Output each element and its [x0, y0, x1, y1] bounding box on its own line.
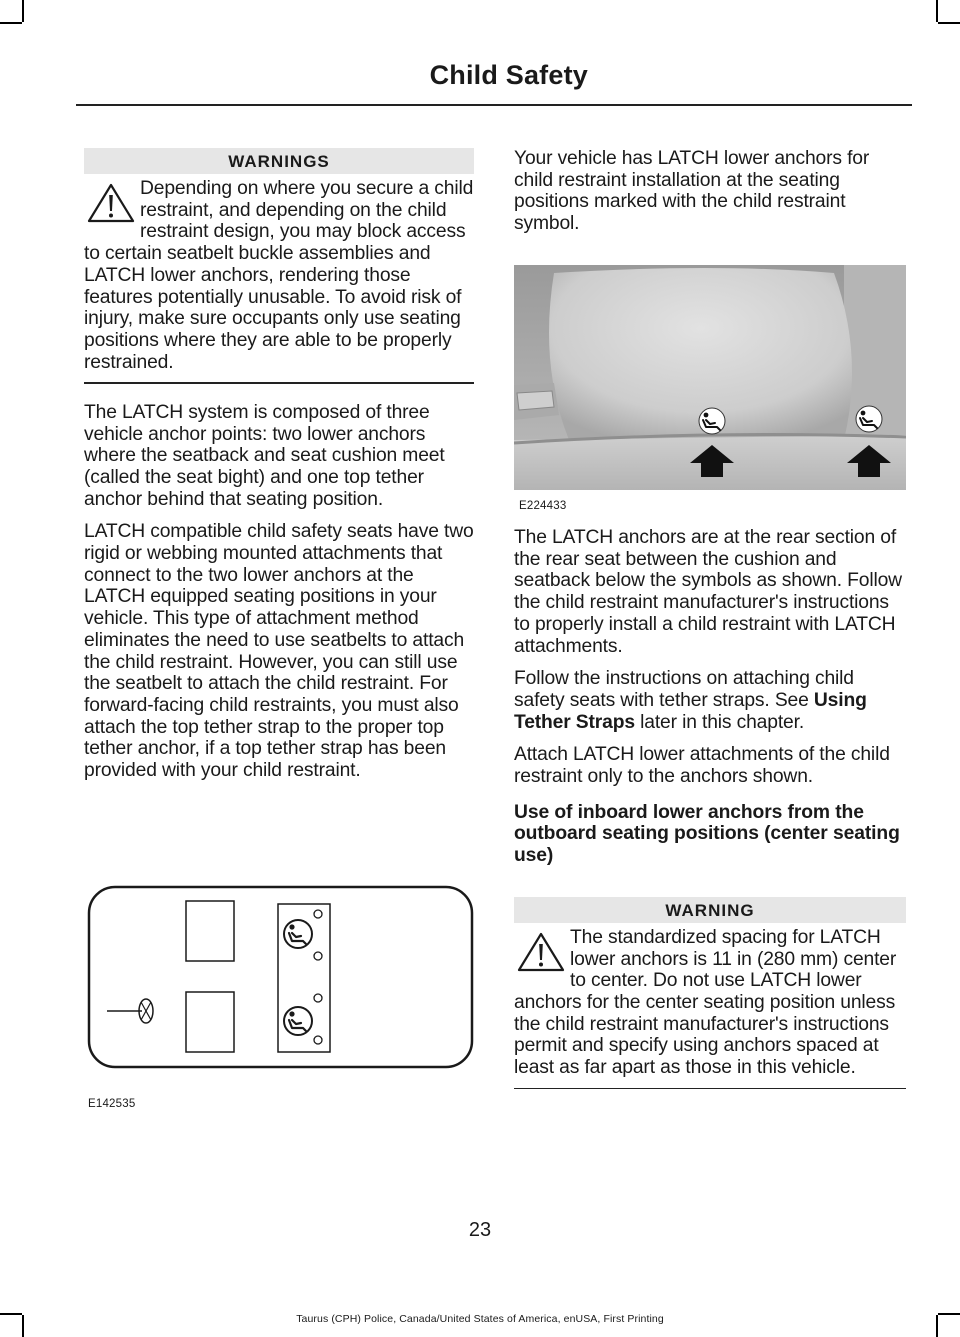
warnings-box	[84, 178, 474, 373]
warning-triangle-icon	[516, 931, 566, 973]
page-number: 23	[468, 1219, 492, 1241]
attach-latch-paragraph: Attach LATCH lower attachments of the child restraint only to the anchors shown.	[514, 744, 890, 788]
child-seat-symbol-icon	[284, 920, 312, 948]
warning-triangle-icon	[86, 182, 136, 224]
figure-label-e224433: E224433	[519, 500, 567, 512]
right-column-lower	[514, 527, 906, 1107]
warning-heading: WARNING	[514, 897, 906, 923]
warning-box	[514, 927, 906, 1079]
warning-end-rule	[514, 1088, 906, 1090]
publication-footer: Taurus (CPH) Police, Canada/United States of America, enUSA, First Printing	[296, 1313, 664, 1325]
center-seating-subheading: Use of inboard lower anchors from the outboard seating positions (center seating use)	[514, 801, 900, 867]
rear-seat-illustration	[514, 255, 906, 495]
tether-straps-paragraph	[514, 668, 906, 733]
using-tether-straps-link[interactable]: Using Tether Straps	[514, 689, 867, 733]
tether-text-before: Follow the instructions on attaching child safety seats with tether straps. See	[514, 668, 854, 711]
warnings-heading: WARNINGS	[84, 148, 474, 174]
warnings-end-rule	[84, 382, 474, 384]
header-rule	[76, 104, 912, 106]
chapter-title: Child Safety	[429, 60, 588, 90]
latch-diagram-figure	[86, 884, 476, 1072]
child-seat-symbol-icon	[284, 1007, 312, 1035]
crop-mark	[936, 0, 938, 22]
latch-anchors-location-paragraph: The LATCH anchors are at the rear section of the rear seat between the cushion and seatback below the symbols as shown. Follow the child restraint manufacturer's instructions to properly install a child restraint with LATCH attachments.	[514, 527, 902, 657]
latch-lower-anchors-paragraph: Your vehicle has LATCH lower anchors for child restraint installation at the seating positions marked with the child restraint symbol.	[514, 148, 870, 235]
right-column	[514, 148, 906, 246]
warning-text: The standardized spacing for LATCH lower anchors is 11 in (280 mm) center to center. Do not use LATCH lower anchors for the center seating position unless the child restraint manufacturer's instructions permit and specify using anchors spaced at least as far apart as those in this vehicle.	[514, 926, 897, 1079]
figure-label-e142535: E142535	[88, 1098, 136, 1110]
warnings-text: Depending on where you secure a child restraint, and depending on the child restraint design, you may block access to certain seatbelt buckle assemblies and LATCH lower anchors, rendering those features potentially unusable. To avoid risk of injury, make sure occupants only use seating positions where they are able to be properly restrained.	[84, 178, 474, 373]
latch-system-paragraph: The LATCH system is composed of three vehicle anchor points: two lower anchors where the seatback and seat cushion meet (called the seat bight) and one top tether anchor behind that seating position.	[84, 401, 445, 510]
crop-mark	[0, 22, 22, 24]
left-column	[84, 148, 474, 793]
latch-compatible-paragraph: LATCH compatible child safety seats have two rigid or webbing mounted attachments that connect to the two lower anchors at the LATCH equipped seating positions in your vehicle. This type of attachment method eliminates the need to use seatbelts to attach the child restraint. However, you can still use the seatbelt to attach the child restraint. For forward-facing child restraints, you must also attach the top tether strap to the proper top tether anchor, if a top tether strap has been provided with your child restraint.	[84, 521, 474, 782]
tether-text-after: later in this chapter.	[634, 711, 805, 733]
crop-mark	[938, 22, 960, 24]
crop-mark	[22, 0, 24, 22]
rear-seat-photo	[514, 255, 906, 495]
